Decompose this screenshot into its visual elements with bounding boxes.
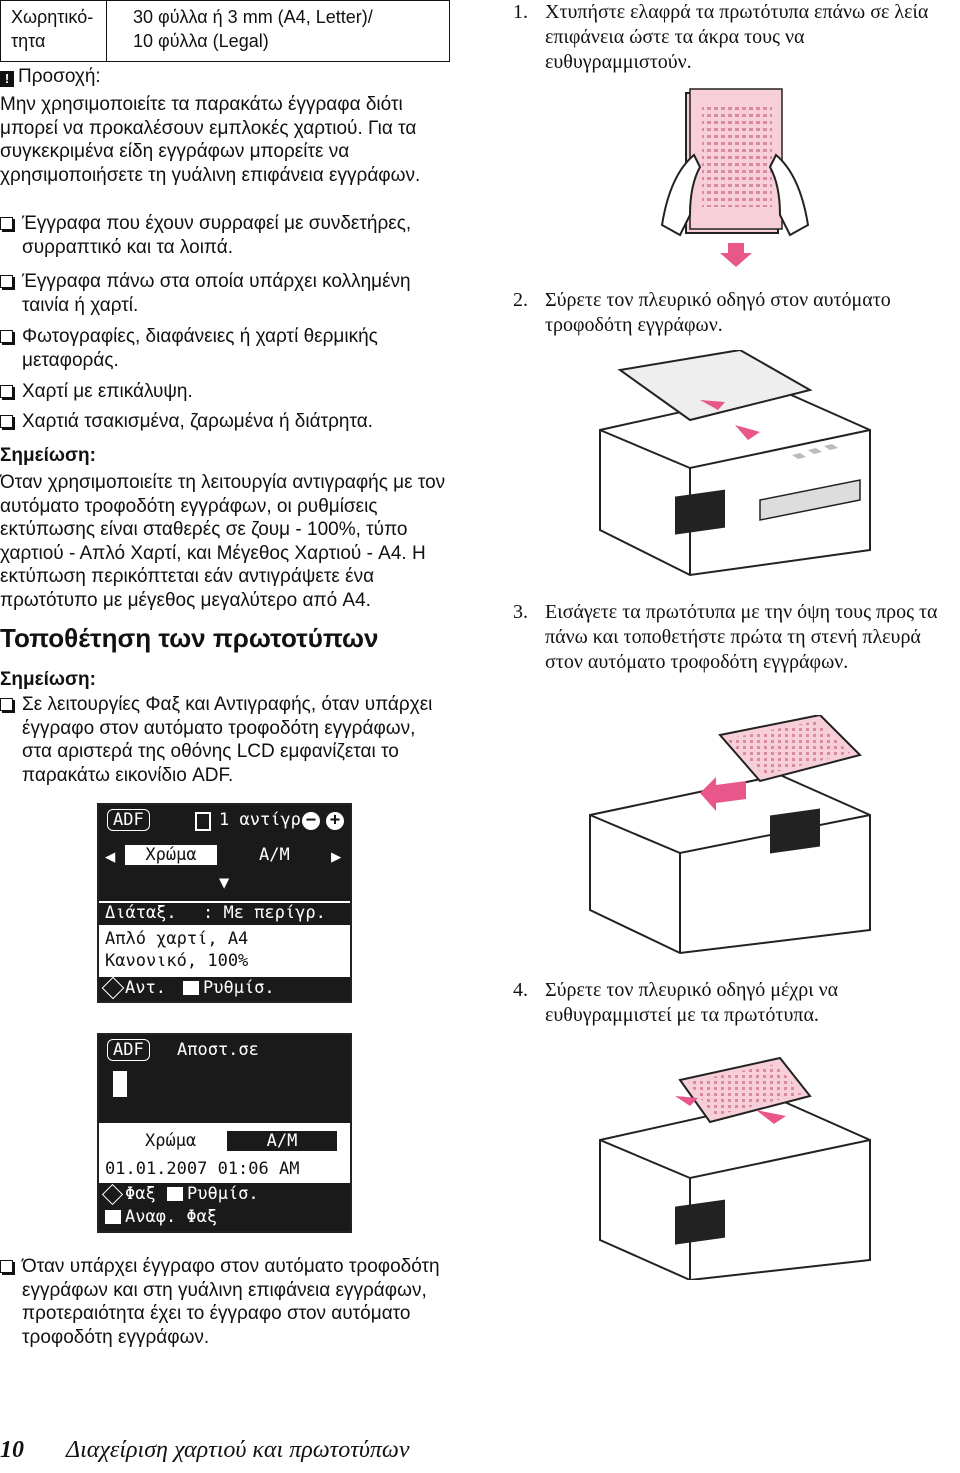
start-icon [102, 977, 125, 1000]
menu-icon [183, 981, 199, 995]
fax-label: Φαξ [125, 1184, 156, 1204]
down-arrow-icon: ▼ [219, 873, 230, 893]
checkbox-bullet-icon [0, 415, 13, 428]
list-item: Έγγραφα που έχουν συρραφεί με συνδετήρες, συρραπτικό και τα λοιπά. [0, 212, 440, 259]
page-number: 10 [0, 1437, 24, 1463]
bw-option: Α/Μ [259, 845, 290, 865]
bw-option-selected: Α/Μ [227, 1131, 337, 1151]
capacity-value: 30 φύλλα ή 3 mm (A4, Letter)/ 10 φύλλα (Legal) [133, 7, 373, 51]
step-4: 4. Σύρετε τον πλευρικό οδηγό μέχρι να ευθυγραμμιστεί με τα πρωτότυπα. [513, 979, 839, 1026]
note-text: Όταν χρησιμοποιείτε τη λειτουργία αντιγραφής με τον αυτόματο τροφοδότη εγγράφων, οι ρυθμίσεις εκτύπωσης είναι σταθερές σε ζουμ - 100%, τύπο χαρτιού - Απλό Χαρτί, και Μέγεθος Χαρτιού - A4. Η εκτύπωση περικόπτεται εάν αντιγράψετε ένα πρωτότυπο με μέγεθος μεγαλύτερο από A4. [0, 472, 446, 611]
list-item: Έγγραφα πάνω στα οποία υπάρχει κολλημένη ταινία ή χαρτί. [0, 270, 440, 317]
printer-insert-originals-illustration [560, 715, 880, 955]
checkbox-bullet-icon [0, 217, 13, 230]
step-3: 3. Εισάγετε τα πρωτότυπα με την όψη τους προς τα πάνω και τοποθετήστε πρώτα τη στενή πλευρά στον αυτόματο τροφοδότη εγγράφων. [513, 601, 938, 673]
send-to-label: Αποστ.σε [177, 1040, 259, 1060]
copies-count: 1 αντίγρ [219, 810, 301, 830]
checkbox-bullet-icon [0, 385, 13, 398]
chapter-title: Διαχείριση χαρτιού και πρωτοτύπων [66, 1437, 410, 1463]
capacity-table [0, 0, 450, 62]
warning-icon: ! [0, 71, 14, 87]
plus-icon: + [326, 812, 344, 830]
right-arrow-icon: ▶ [331, 847, 342, 867]
checkbox-bullet-icon [0, 275, 13, 288]
start-icon [102, 1184, 123, 1205]
redial-icon [105, 1210, 121, 1224]
checkbox-bullet-icon [0, 1260, 13, 1273]
lcd-copy-screen [97, 803, 352, 1003]
adf-badge: ADF [107, 809, 150, 831]
left-arrow-icon: ◀ [105, 847, 116, 867]
capacity-label: Χωρητικό- τητα [1, 1, 107, 61]
section-heading: Τοποθέτηση των πρωτοτύπων [0, 623, 379, 653]
start-label: Αντ. [125, 978, 166, 998]
lcd-fax-screen [97, 1033, 352, 1233]
step-1: 1. Χτυπήστε ελαφρά τα πρωτότυπα επάνω σε λεία επιφάνεια ώστε τα άκρα τους να ευθυγραμμιστούν. [513, 1, 929, 73]
note-heading: Σημείωση: [0, 669, 96, 690]
list-item: Χαρτιά τσακισμένα, ζαρωμένα ή διάτρητα. [0, 410, 440, 434]
note-heading: Σημείωση: [0, 445, 96, 466]
color-option: Χρώμα [145, 1131, 197, 1151]
datetime: 01.01.2007 01:06 AM [105, 1159, 300, 1179]
text-cursor [113, 1071, 127, 1097]
printer-side-guide-illustration [580, 350, 880, 580]
redial-label: Αναφ. Φαξ [125, 1207, 218, 1227]
paper-line-1: Απλό χαρτί, A4 [105, 929, 249, 949]
list-item: Φωτογραφίες, διαφάνειες ή χαρτί θερμικής μεταφοράς. [0, 325, 440, 372]
step-2: 2. Σύρετε τον πλευρικό οδηγό στον αυτόματο τροφοδότη εγγράφων. [513, 289, 891, 336]
adf-badge: ADF [107, 1039, 150, 1061]
caution-heading: ! Προσοχή: [0, 66, 101, 88]
printer-align-guide-illustration [580, 1050, 880, 1280]
layout-label: Διάταξ. [105, 903, 177, 923]
list-item: Σε λειτουργίες Φαξ και Αντιγραφής, όταν υπάρχει έγγραφο στον αυτόματο τροφοδότη εγγράφων, στα αριστερά της οθόνης LCD εμφανίζεται το παρακάτω εικονίδιο ADF. [0, 693, 448, 787]
copies-icon [195, 812, 211, 831]
minus-icon: − [302, 812, 320, 830]
menu-icon [167, 1187, 183, 1201]
page-footer [0, 1437, 410, 1464]
checkbox-bullet-icon [0, 698, 13, 711]
color-option-selected: Χρώμα [125, 845, 217, 865]
layout-value: : Με περίγρ. [203, 903, 326, 923]
checkbox-bullet-icon [0, 330, 13, 343]
paper-line-2: Κανονικό, 100% [105, 951, 249, 971]
settings-label: Ρυθμίσ. [187, 1184, 259, 1204]
list-item: Χαρτί με επικάλυψη. [0, 380, 440, 404]
list-item: Όταν υπάρχει έγγραφο στον αυτόματο τροφοδότη εγγράφων και στη γυάλινη επιφάνεια εγγράφων, προτεραιότητα έχει το έγγραφο στον αυτόματο τροφοδότη εγγράφων. [0, 1255, 440, 1349]
settings-label: Ρυθμίσ. [203, 978, 275, 998]
down-arrow-icon [720, 243, 752, 267]
caution-text: Μην χρησιμοποιείτε τα παρακάτω έγγραφα διότι μπορεί να προκαλέσουν εμπλοκές χαρτιού. Για τα συγκεκριμένα είδη εγγράφων μπορείτε να χρησιμοποιήσετε τη γυάλινη επιφάνεια εγγράφων. [0, 94, 421, 186]
tap-originals-illustration [650, 85, 820, 270]
